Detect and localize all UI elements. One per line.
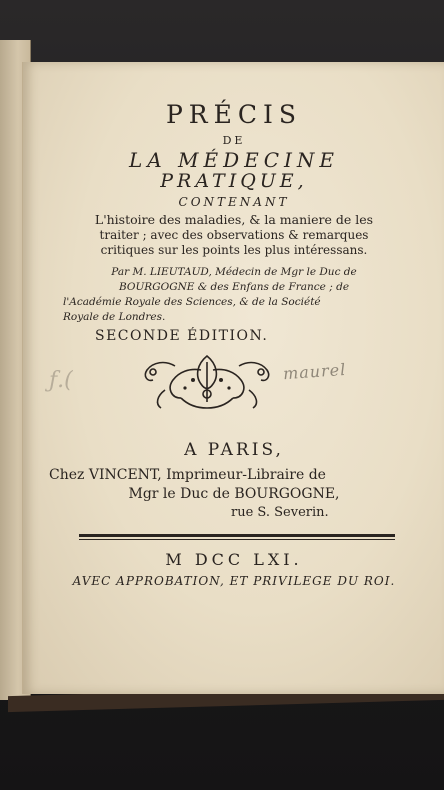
title-la-medecine: LA MÉDECINE <box>128 148 340 172</box>
edition-statement: SECONDE ÉDITION. <box>95 328 269 344</box>
imprint-city: A PARIS, <box>184 440 284 460</box>
imprint-line-3: rue S. Severin. <box>231 505 329 520</box>
handwritten-signature: maurel <box>282 359 347 384</box>
double-rule-thin <box>79 539 395 540</box>
description-line-1: L'histoire des maladies, & la maniere de les <box>94 212 374 227</box>
imprint-line-1: Chez VINCENT, Imprimeur-Libraire de <box>49 467 326 483</box>
author-line-2: BOURGOGNE & des Enfans de France ; de <box>118 281 350 293</box>
title-pratique: PRATIQUE, <box>160 170 308 192</box>
title-contenant: CONTENANT <box>178 195 290 209</box>
double-rule-thick <box>79 534 395 537</box>
author-line-3: l'Académie Royale des Sciences, & de la Société <box>63 296 321 308</box>
description-line-2: traiter ; avec des observations & remarques <box>99 228 369 242</box>
publication-year: M DCC LXI. <box>165 550 303 569</box>
author-line-4: Royale de Londres. <box>63 311 166 323</box>
description-line-3: critiques sur les points les plus intéressans. <box>100 243 368 257</box>
author-line-1: Par M. LIEUTAUD, Médecin de Mgr le Duc de <box>111 266 357 278</box>
fleuron-ornament-icon <box>135 350 279 414</box>
title-page <box>22 62 444 694</box>
title-precis: PRÉCIS <box>165 100 303 129</box>
privilege-statement: AVEC APPROBATION, ET PRIVILEGE DU ROI. <box>72 574 396 588</box>
imprint-line-2: Mgr le Duc de BOURGOGNE, <box>128 486 340 502</box>
title-de: DE <box>222 134 246 147</box>
faint-handwriting-left: ƒ.( <box>49 368 73 393</box>
